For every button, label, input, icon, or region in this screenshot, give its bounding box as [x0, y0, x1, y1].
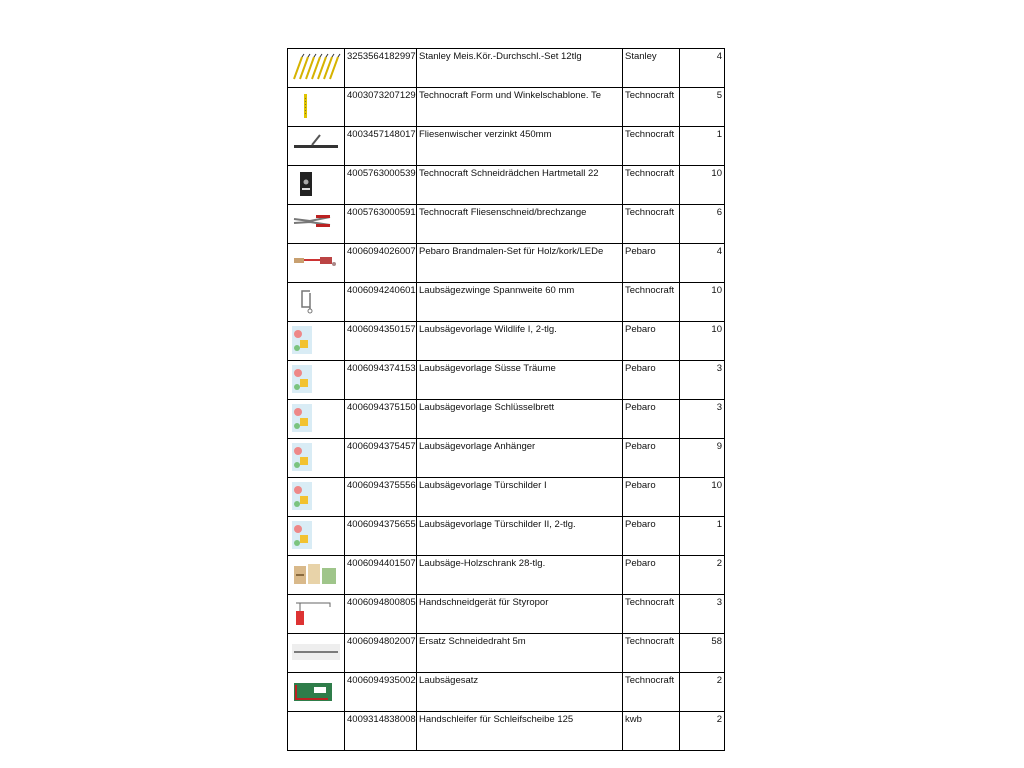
ean-cell: 4006094800805 — [345, 595, 417, 634]
description-cell: Laubsägevorlage Türschilder II, 2-tlg. — [417, 517, 623, 556]
description-cell: Pebaro Brandmalen-Set für Holz/kork/LEDe — [417, 244, 623, 283]
brand-cell: Technocraft — [623, 673, 680, 712]
quantity-cell: 10 — [680, 283, 725, 322]
ean-cell: 4006094375655 — [345, 517, 417, 556]
product-image-cell — [288, 712, 345, 751]
table-row — [288, 634, 725, 673]
quantity-cell: 2 — [680, 673, 725, 712]
ean-cell: 4006094375556 — [345, 478, 417, 517]
quantity-cell: 58 — [680, 634, 725, 673]
fretsaw-template-icon — [290, 443, 342, 471]
brand-cell: Technocraft — [623, 283, 680, 322]
quantity-cell: 5 — [680, 88, 725, 127]
clamp-icon — [290, 287, 342, 315]
product-image-cell — [288, 244, 345, 283]
description-cell: Laubsägevorlage Süsse Träume — [417, 361, 623, 400]
quantity-cell: 9 — [680, 439, 725, 478]
ean-cell: 3253564182997 — [345, 49, 417, 88]
description-cell: Handschneidgerät für Styropor — [417, 595, 623, 634]
brand-cell: Technocraft — [623, 595, 680, 634]
brand-cell: Technocraft — [623, 88, 680, 127]
ean-cell: 4006094935002 — [345, 673, 417, 712]
ean-cell: 4003457148017 — [345, 127, 417, 166]
ean-cell: 4009314838008 — [345, 712, 417, 751]
foam-cutter-icon — [290, 599, 342, 627]
quantity-cell: 3 — [680, 361, 725, 400]
description-cell: Technocraft Schneidrädchen Hartmetall 22 — [417, 166, 623, 205]
brand-cell: Pebaro — [623, 439, 680, 478]
brand-cell: Stanley — [623, 49, 680, 88]
table-row — [288, 478, 725, 517]
product-image-cell — [288, 205, 345, 244]
quantity-cell: 3 — [680, 595, 725, 634]
ean-cell: 4005763000591 — [345, 205, 417, 244]
tile-pliers-icon — [290, 209, 342, 237]
wooden-cabinet-set-icon — [290, 560, 342, 588]
product-image-cell — [288, 556, 345, 595]
ean-cell: 4003073207129 — [345, 88, 417, 127]
product-image-cell — [288, 634, 345, 673]
quantity-cell: 4 — [680, 244, 725, 283]
ean-cell: 4006094375457 — [345, 439, 417, 478]
description-cell: Ersatz Schneidedraht 5m — [417, 634, 623, 673]
product-image-cell — [288, 673, 345, 712]
product-image-cell — [288, 49, 345, 88]
table-row — [288, 361, 725, 400]
description-cell: Technocraft Fliesenschneid/brechzange — [417, 205, 623, 244]
table-row — [288, 127, 725, 166]
quantity-cell: 10 — [680, 322, 725, 361]
product-image-cell — [288, 127, 345, 166]
template-ruler-icon — [290, 92, 342, 120]
inventory-rows — [288, 49, 725, 751]
table-row — [288, 400, 725, 439]
ean-cell: 4006094350157 — [345, 322, 417, 361]
quantity-cell: 6 — [680, 205, 725, 244]
brand-cell: Pebaro — [623, 322, 680, 361]
description-cell: Laubsäge-Holzschrank 28-tlg. — [417, 556, 623, 595]
fretsaw-template-icon — [290, 404, 342, 432]
table-row — [288, 205, 725, 244]
ean-cell: 4006094375150 — [345, 400, 417, 439]
quantity-cell: 4 — [680, 49, 725, 88]
quantity-cell: 2 — [680, 556, 725, 595]
product-image-cell — [288, 283, 345, 322]
cutting-wire-icon — [290, 638, 342, 666]
brand-cell: Technocraft — [623, 166, 680, 205]
table-row — [288, 322, 725, 361]
table-row — [288, 673, 725, 712]
ean-cell: 4006094026007 — [345, 244, 417, 283]
description-cell: Laubsägezwinge Spannweite 60 mm — [417, 283, 623, 322]
table-row — [288, 244, 725, 283]
description-cell: Fliesenwischer verzinkt 450mm — [417, 127, 623, 166]
woodburning-pen-icon — [290, 248, 342, 276]
ean-cell: 4006094240601 — [345, 283, 417, 322]
product-image-cell — [288, 400, 345, 439]
table-row — [288, 556, 725, 595]
quantity-cell: 10 — [680, 166, 725, 205]
product-image-cell — [288, 478, 345, 517]
brand-cell: Pebaro — [623, 361, 680, 400]
brand-cell: Technocraft — [623, 127, 680, 166]
brand-cell: Pebaro — [623, 478, 680, 517]
table-row — [288, 712, 725, 751]
fretsaw-template-icon — [290, 365, 342, 393]
table-row — [288, 517, 725, 556]
description-cell: Handschleifer für Schleifscheibe 125 — [417, 712, 623, 751]
quantity-cell: 10 — [680, 478, 725, 517]
ean-cell: 4005763000539 — [345, 166, 417, 205]
quantity-cell: 3 — [680, 400, 725, 439]
ean-cell: 4006094802007 — [345, 634, 417, 673]
brand-cell: Pebaro — [623, 244, 680, 283]
product-image-cell — [288, 439, 345, 478]
product-image-cell — [288, 361, 345, 400]
table-row — [288, 595, 725, 634]
description-cell: Laubsägevorlage Wildlife I, 2-tlg. — [417, 322, 623, 361]
fretsaw-kit-icon — [290, 677, 342, 705]
quantity-cell: 2 — [680, 712, 725, 751]
brand-cell: kwb — [623, 712, 680, 751]
table-row — [288, 283, 725, 322]
description-cell: Laubsägevorlage Schlüsselbrett — [417, 400, 623, 439]
quantity-cell: 1 — [680, 127, 725, 166]
quantity-cell: 1 — [680, 517, 725, 556]
table-row — [288, 88, 725, 127]
product-image-cell — [288, 88, 345, 127]
ean-cell: 4006094374153 — [345, 361, 417, 400]
fretsaw-template-icon — [290, 521, 342, 549]
cutting-wheel-package-icon — [290, 170, 342, 198]
description-cell: Stanley Meis.Kör.-Durchschl.-Set 12tlg — [417, 49, 623, 88]
table-row — [288, 49, 725, 88]
description-cell: Technocraft Form und Winkelschablone. Te — [417, 88, 623, 127]
chisel-set-icon — [290, 53, 342, 81]
product-image-cell — [288, 517, 345, 556]
brand-cell: Pebaro — [623, 400, 680, 439]
description-cell: Laubsägesatz — [417, 673, 623, 712]
fretsaw-template-icon — [290, 326, 342, 354]
brand-cell: Pebaro — [623, 517, 680, 556]
product-image-cell — [288, 595, 345, 634]
brand-cell: Pebaro — [623, 556, 680, 595]
table-row — [288, 166, 725, 205]
description-cell: Laubsägevorlage Anhänger — [417, 439, 623, 478]
floor-wiper-icon — [290, 131, 342, 159]
inventory-table — [287, 48, 725, 751]
table-row — [288, 439, 725, 478]
ean-cell: 4006094401507 — [345, 556, 417, 595]
description-cell: Laubsägevorlage Türschilder I — [417, 478, 623, 517]
brand-cell: Technocraft — [623, 205, 680, 244]
brand-cell: Technocraft — [623, 634, 680, 673]
product-image-cell — [288, 166, 345, 205]
product-image-cell — [288, 322, 345, 361]
fretsaw-template-icon — [290, 482, 342, 510]
